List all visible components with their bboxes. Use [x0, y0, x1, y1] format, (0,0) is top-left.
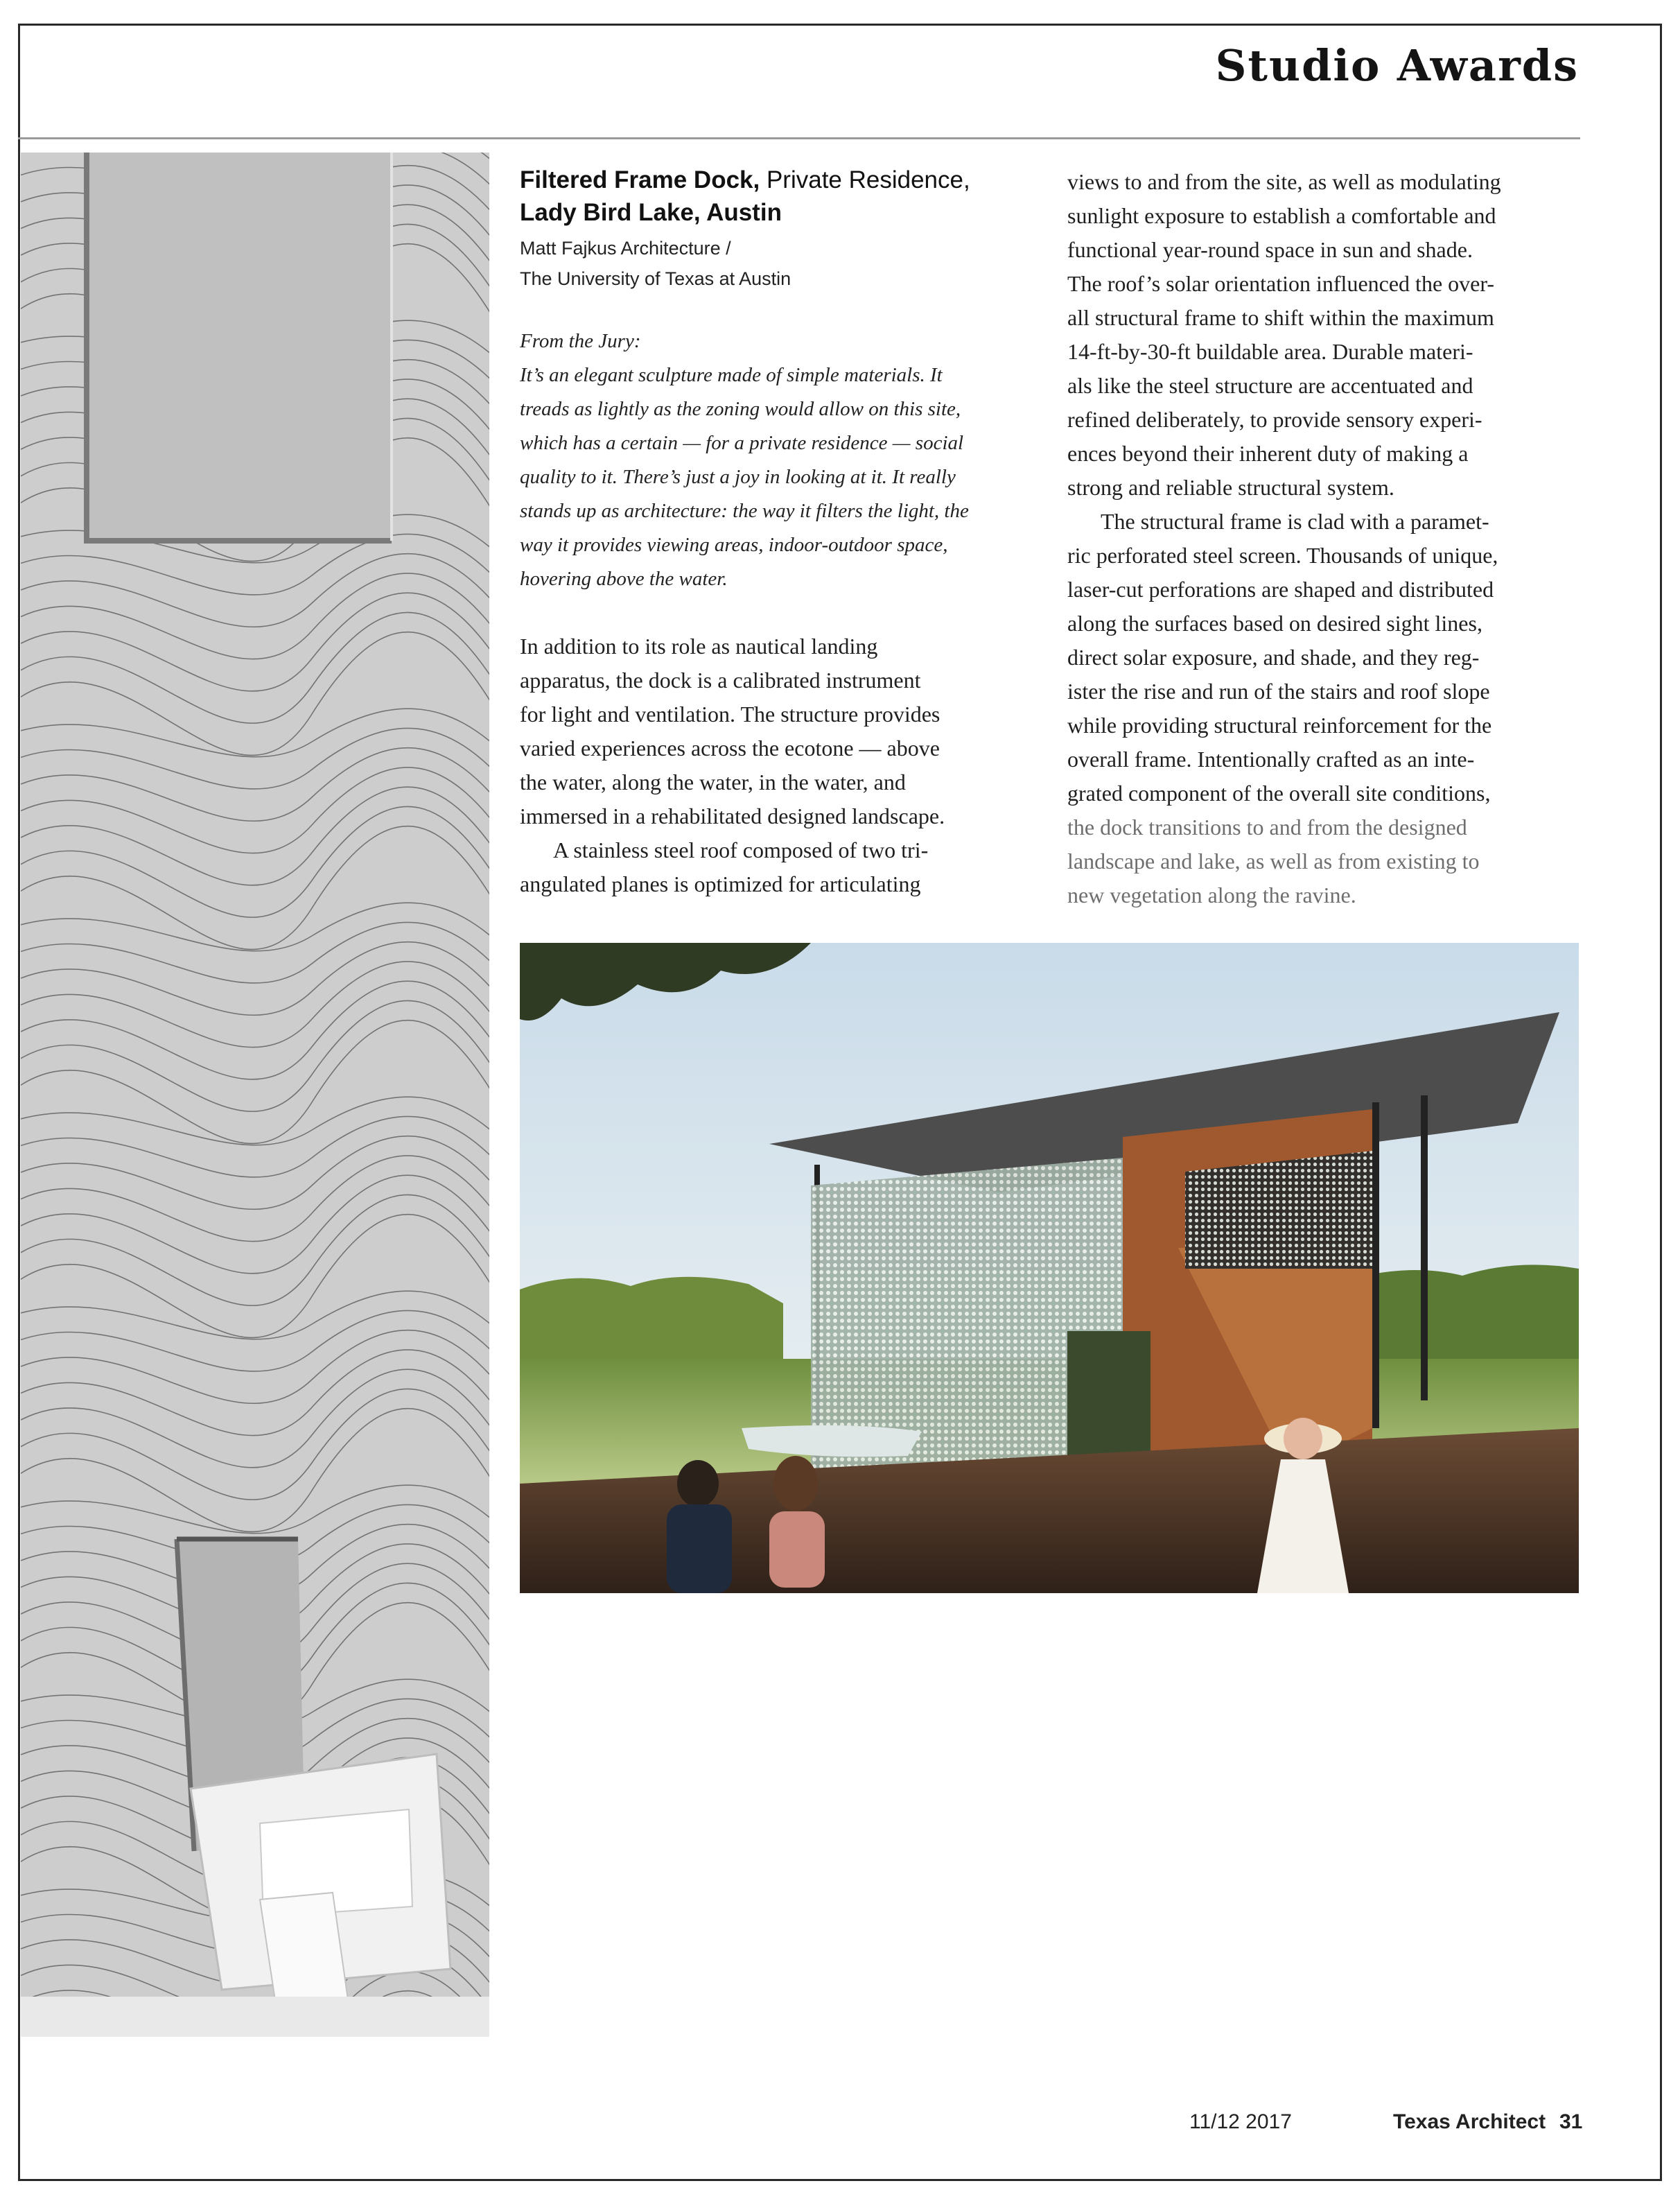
jury-quote [520, 358, 1033, 596]
body-line: als like the steel structure are accentuated and [1067, 373, 1473, 398]
column-2 [1067, 165, 1580, 912]
body-line: The roof’s solar orientation influenced the over- [1067, 271, 1495, 296]
dock-rendering-photo [520, 943, 1579, 1593]
footer-magazine-label: Texas Architect [1393, 2110, 1546, 2133]
project-title-bold: Filtered Frame Dock, [520, 166, 760, 193]
jury-line: stands up as architecture: the way it filters the light, the [520, 500, 969, 522]
body-line: The structural frame is clad with a paramet- [1101, 509, 1489, 534]
topo-model-illustration [21, 153, 489, 2037]
body-line: new vegetation along the ravine. [1067, 883, 1356, 907]
body-line: varied experiences across the ecotone — above [520, 736, 940, 761]
body-line: ister the rise and run of the stairs and roof slope [1067, 679, 1490, 704]
footer-magazine-name [1393, 2110, 1546, 2134]
project-title-rest: Private Residence, [760, 166, 970, 193]
footer-page-number [1559, 2110, 1582, 2134]
body-line: overall frame. Intentionally crafted as an inte- [1067, 747, 1475, 772]
jury-line: It’s an elegant sculpture made of simple materials. It [520, 364, 943, 386]
jury-line: way it provides viewing areas, indoor-outdoor space, [520, 534, 948, 556]
body-line: functional year-round space in sun and shade. [1067, 237, 1473, 262]
section-title: Studio Awards [1215, 40, 1579, 91]
body-paragraph-3 [1067, 165, 1580, 505]
body-line: grated component of the overall site conditions, [1067, 781, 1491, 806]
body-paragraph-2 [520, 833, 1033, 901]
body-line: ences beyond their inherent duty of making a [1067, 441, 1469, 466]
body-line: refined deliberately, to provide sensory experi- [1067, 407, 1482, 432]
jury-heading: From the Jury: [520, 330, 641, 352]
body-line: 14-ft-by-30-ft buildable area. Durable materi- [1067, 339, 1473, 364]
body-line: views to and from the site, as well as modulating [1067, 169, 1501, 194]
footer-date: 11/12 2017 [1189, 2110, 1292, 2133]
body-line: the water, along the water, in the water, and [520, 770, 906, 794]
topographic-model-photo [21, 153, 489, 2037]
jury-line: treads as lightly as the zoning would allow on this site, [520, 398, 961, 420]
body-line: apparatus, the dock is a calibrated instrument [520, 668, 921, 693]
body-line: all structural frame to shift within the maximum [1067, 305, 1494, 330]
body-line: immersed in a rehabilitated designed landscape. [520, 804, 945, 828]
credit-line-2: The University of Texas at Austin [520, 268, 791, 289]
dock-rendering-illustration [520, 943, 1579, 1593]
body-line: along the surfaces based on desired sight lines, [1067, 611, 1482, 636]
body-line: direct solar exposure, and shade, and they reg- [1067, 645, 1480, 670]
body-paragraph-4 [1067, 505, 1580, 912]
project-title-line2: Lady Bird Lake, Austin [520, 199, 782, 226]
header-rule [18, 137, 1580, 139]
body-paragraph-1 [520, 629, 1033, 833]
body-line: strong and reliable structural system. [1067, 475, 1394, 500]
jury-line: quality to it. There’s just a joy in looking at it. It really [520, 466, 956, 488]
body-line: sunlight exposure to establish a comfortable and [1067, 203, 1496, 228]
body-line: the dock transitions to and from the designed [1067, 815, 1467, 840]
footer-page-label: 31 [1559, 2110, 1583, 2133]
project-title [520, 164, 1033, 229]
body-line: for light and ventilation. The structure provides [520, 702, 940, 727]
jury-line: hovering above the water. [520, 568, 728, 590]
body-line: A stainless steel roof composed of two tri- [553, 837, 929, 862]
body-line: while providing structural reinforcement for the [1067, 713, 1492, 738]
body-line: ric perforated steel screen. Thousands of unique, [1067, 543, 1498, 568]
body-line: In addition to its role as nautical landing [520, 634, 878, 659]
body-line: angulated planes is optimized for articulating [520, 871, 921, 896]
column-1 [520, 164, 1033, 901]
credit-line-1: Matt Fajkus Architecture / [520, 238, 731, 259]
body-line: landscape and lake, as well as from existing to [1067, 849, 1480, 874]
body-line: laser-cut perforations are shaped and distributed [1067, 577, 1494, 602]
jury-line: which has a certain — for a private residence — social [520, 432, 964, 454]
